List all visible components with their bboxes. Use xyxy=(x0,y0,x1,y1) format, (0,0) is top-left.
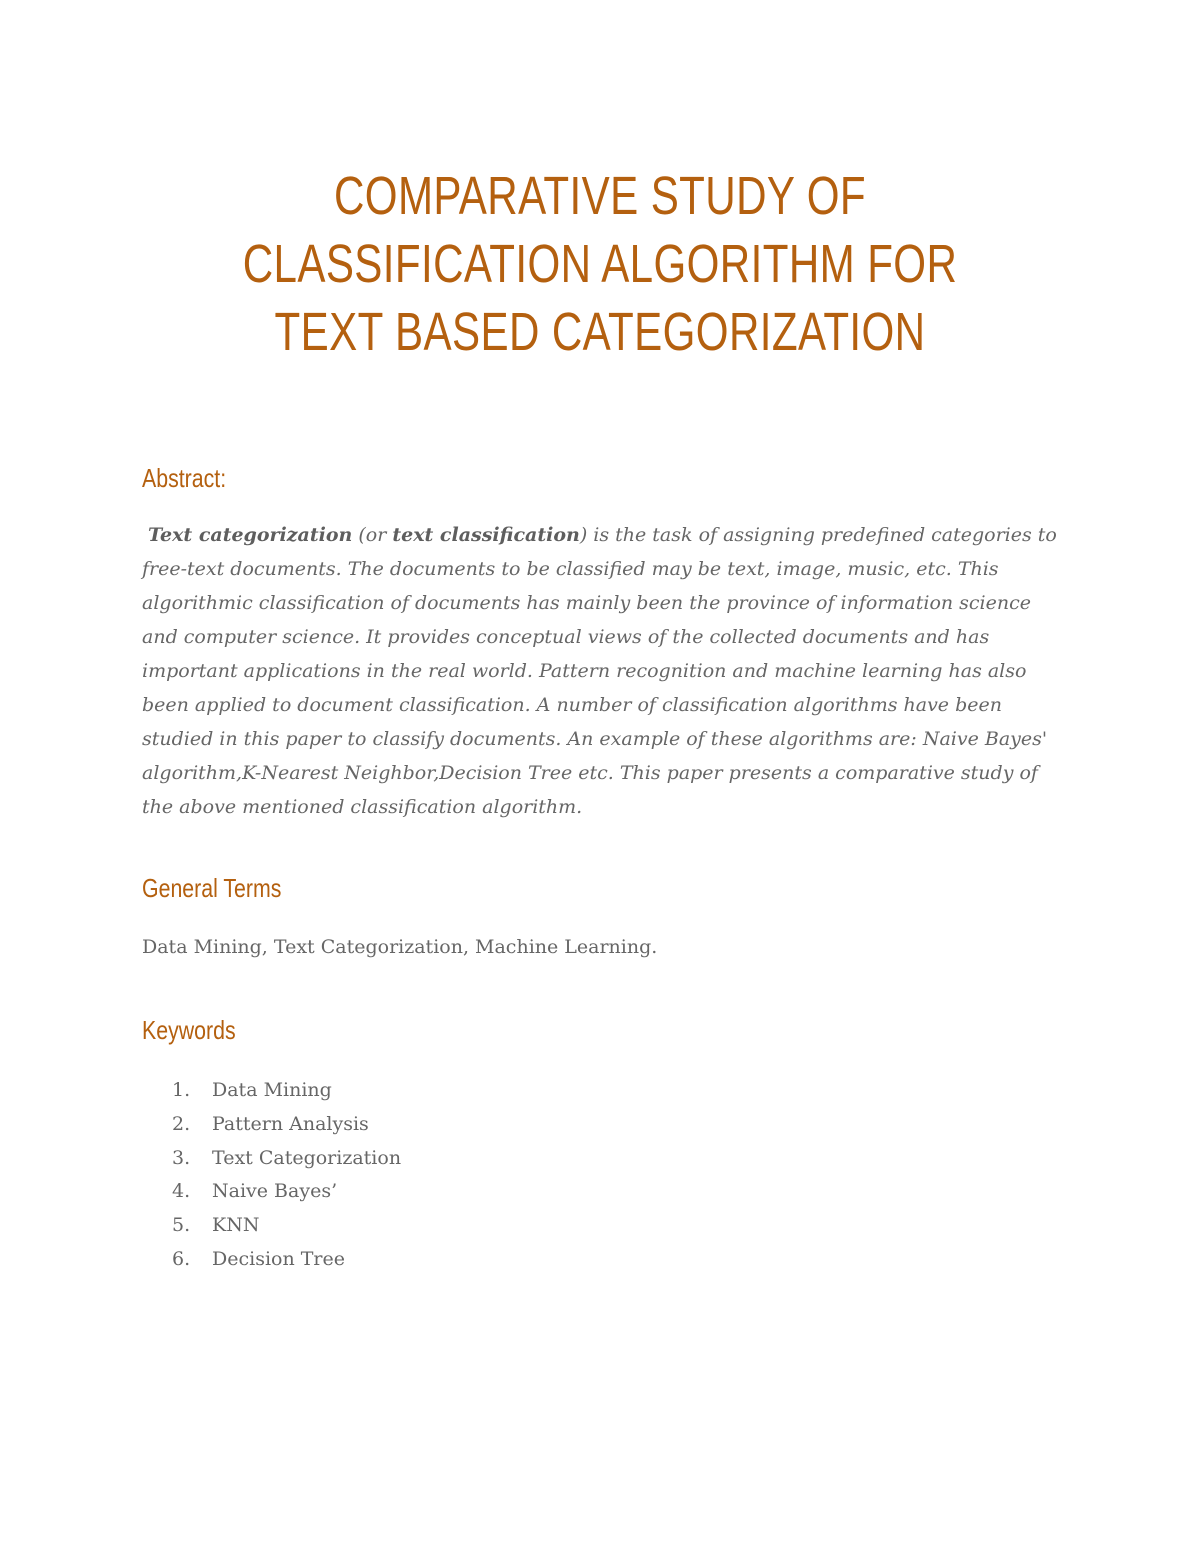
keyword-label: Naive Bayes’ xyxy=(212,1180,338,1203)
keyword-label: KNN xyxy=(212,1214,260,1237)
keyword-label: Decision Tree xyxy=(212,1247,345,1270)
abstract-paren-open: (or xyxy=(352,524,393,546)
keyword-label: Data Mining xyxy=(212,1079,332,1101)
keyword-item xyxy=(172,1175,401,1209)
keyword-number: 1. xyxy=(172,1079,191,1101)
general-terms-text: Data Mining, Text Categorization, Machine Learning. xyxy=(142,936,658,958)
paper-title: COMPARATIVE STUDY OF CLASSIFICATION ALGORITHM FOR TEXT BASED CATEGORIZATION xyxy=(242,166,958,362)
keyword-number: 5. xyxy=(172,1214,191,1237)
keyword-item xyxy=(172,1243,401,1277)
keyword-label: Pattern Analysis xyxy=(212,1112,369,1135)
keyword-number: 3. xyxy=(172,1146,191,1169)
keyword-label: Text Categorization xyxy=(212,1146,402,1169)
keyword-number: 4. xyxy=(172,1180,191,1203)
keyword-item xyxy=(172,1209,401,1243)
abstract-text: is the task of assigning predefined categories to free-text documents. The documents to be classified may be text, image, music, etc. This algorithmic classification of documents has mainly been the province of information science and computer science. It provides conceptual views of the collected documents and has important applications in the real world. Pattern recognition and machine learning has also been applied to document classification. A number of classification algorithms have been studied in this paper to classify documents. An example of these algorithms are: Naive Bayes' algorithm,K-Nearest Neighbor,Decision Tree etc. This paper presents a comparative study of the above mentioned classification algorithm. xyxy=(142,524,1057,818)
abstract-term-text-classification: text classification xyxy=(392,524,580,546)
keyword-number: 6. xyxy=(172,1247,191,1270)
keyword-number: 2. xyxy=(172,1112,191,1135)
general-terms-heading: General Terms xyxy=(142,873,282,903)
keywords-heading: Keywords xyxy=(142,1015,236,1045)
abstract-body xyxy=(142,518,1072,824)
keyword-item xyxy=(172,1108,401,1142)
keyword-item xyxy=(172,1142,401,1176)
abstract-paren-close: ) xyxy=(579,524,588,546)
abstract-term-text-categorization: Text categorization xyxy=(148,524,353,546)
keyword-item xyxy=(172,1074,401,1108)
keywords-list xyxy=(172,1074,401,1277)
abstract-heading: Abstract: xyxy=(142,463,227,493)
